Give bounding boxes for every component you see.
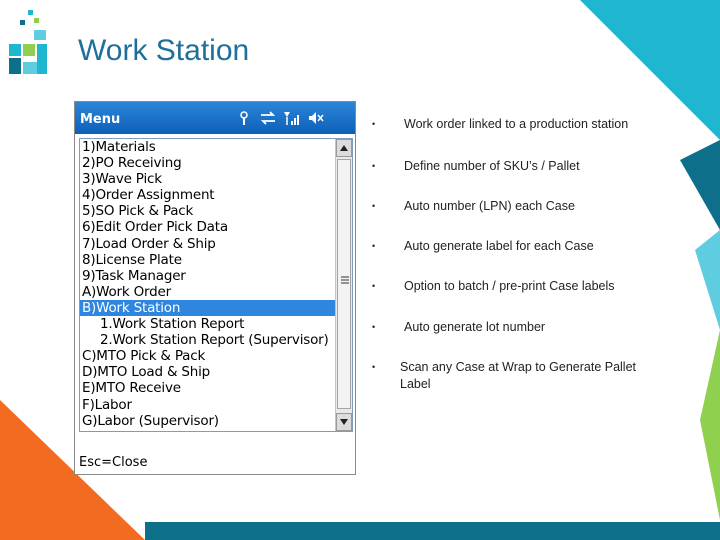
menu-item[interactable]: 1.Work Station Report	[100, 316, 245, 333]
scroll-thumb[interactable]	[337, 159, 351, 409]
menu-item[interactable]: 8)License Plate	[82, 251, 182, 268]
volume-muted-icon[interactable]	[307, 110, 325, 126]
right-green-shape	[700, 330, 720, 520]
bullet-text: Work order linked to a production station	[404, 117, 629, 131]
antenna-icon[interactable]	[235, 110, 253, 126]
company-logo	[6, 10, 48, 78]
right-dark-teal-shape	[680, 140, 720, 230]
status-icons	[235, 110, 325, 126]
menu-item[interactable]: G)Labor (Supervisor)	[82, 412, 219, 429]
menu-item[interactable]: 4)Order Assignment	[82, 187, 215, 204]
bullet-text: Define number of SKU’s / Pallet	[404, 159, 580, 173]
menu-item[interactable]: D)MTO Load & Ship	[82, 364, 211, 381]
menu-item[interactable]: 2.Work Station Report (Supervisor)	[100, 332, 329, 349]
menu-item[interactable]: C)MTO Pick & Pack	[82, 348, 206, 365]
menu-item[interactable]: 6)Edit Order Pick Data	[82, 219, 228, 236]
menu-item[interactable]: F)Labor	[82, 396, 132, 413]
handheld-screen	[74, 101, 356, 475]
sync-arrows-icon[interactable]	[259, 110, 277, 126]
bullet-text: Auto generate lot number	[404, 320, 546, 334]
arrow-down-icon	[337, 414, 351, 430]
menu-title[interactable]: Menu	[80, 112, 121, 127]
bullet-text: Auto number (LPN) each Case	[404, 199, 575, 213]
arrow-up-icon	[337, 140, 351, 156]
scroll-up-button[interactable]	[336, 139, 352, 157]
menu-list-items	[80, 139, 336, 431]
escape-close-hint[interactable]: Esc=Close	[79, 455, 148, 470]
menu-item[interactable]: B)Work Station	[80, 300, 336, 316]
menu-item[interactable]: 2)PO Receiving	[82, 155, 182, 172]
bullet-text: Scan any Case at Wrap to Generate Pallet Label	[400, 360, 637, 391]
bottom-teal-bar	[145, 522, 720, 540]
bullet-text: Option to batch / pre-print Case labels	[404, 279, 615, 293]
menu-item[interactable]: A)Work Order	[82, 283, 171, 300]
menu-item[interactable]: 5)SO Pick & Pack	[82, 203, 194, 220]
menu-item[interactable]: E)MTO Receive	[82, 380, 181, 397]
signal-icon[interactable]	[283, 110, 301, 126]
menu-list[interactable]	[79, 138, 353, 432]
menu-item[interactable]: 9)Task Manager	[82, 267, 186, 284]
menu-item[interactable]: 1)Materials	[82, 139, 156, 155]
slide-title: Work Station	[78, 34, 250, 67]
menu-item[interactable]: 3)Wave Pick	[82, 171, 162, 188]
bullet-text: Auto generate label for each Case	[404, 239, 594, 253]
menu-item[interactable]: 7)Load Order & Ship	[82, 235, 216, 252]
vertical-scrollbar[interactable]	[335, 139, 352, 431]
scroll-down-button[interactable]	[336, 413, 352, 431]
grip-icon	[341, 276, 349, 284]
right-light-teal-shape	[695, 230, 720, 330]
menu-bar	[75, 102, 355, 134]
